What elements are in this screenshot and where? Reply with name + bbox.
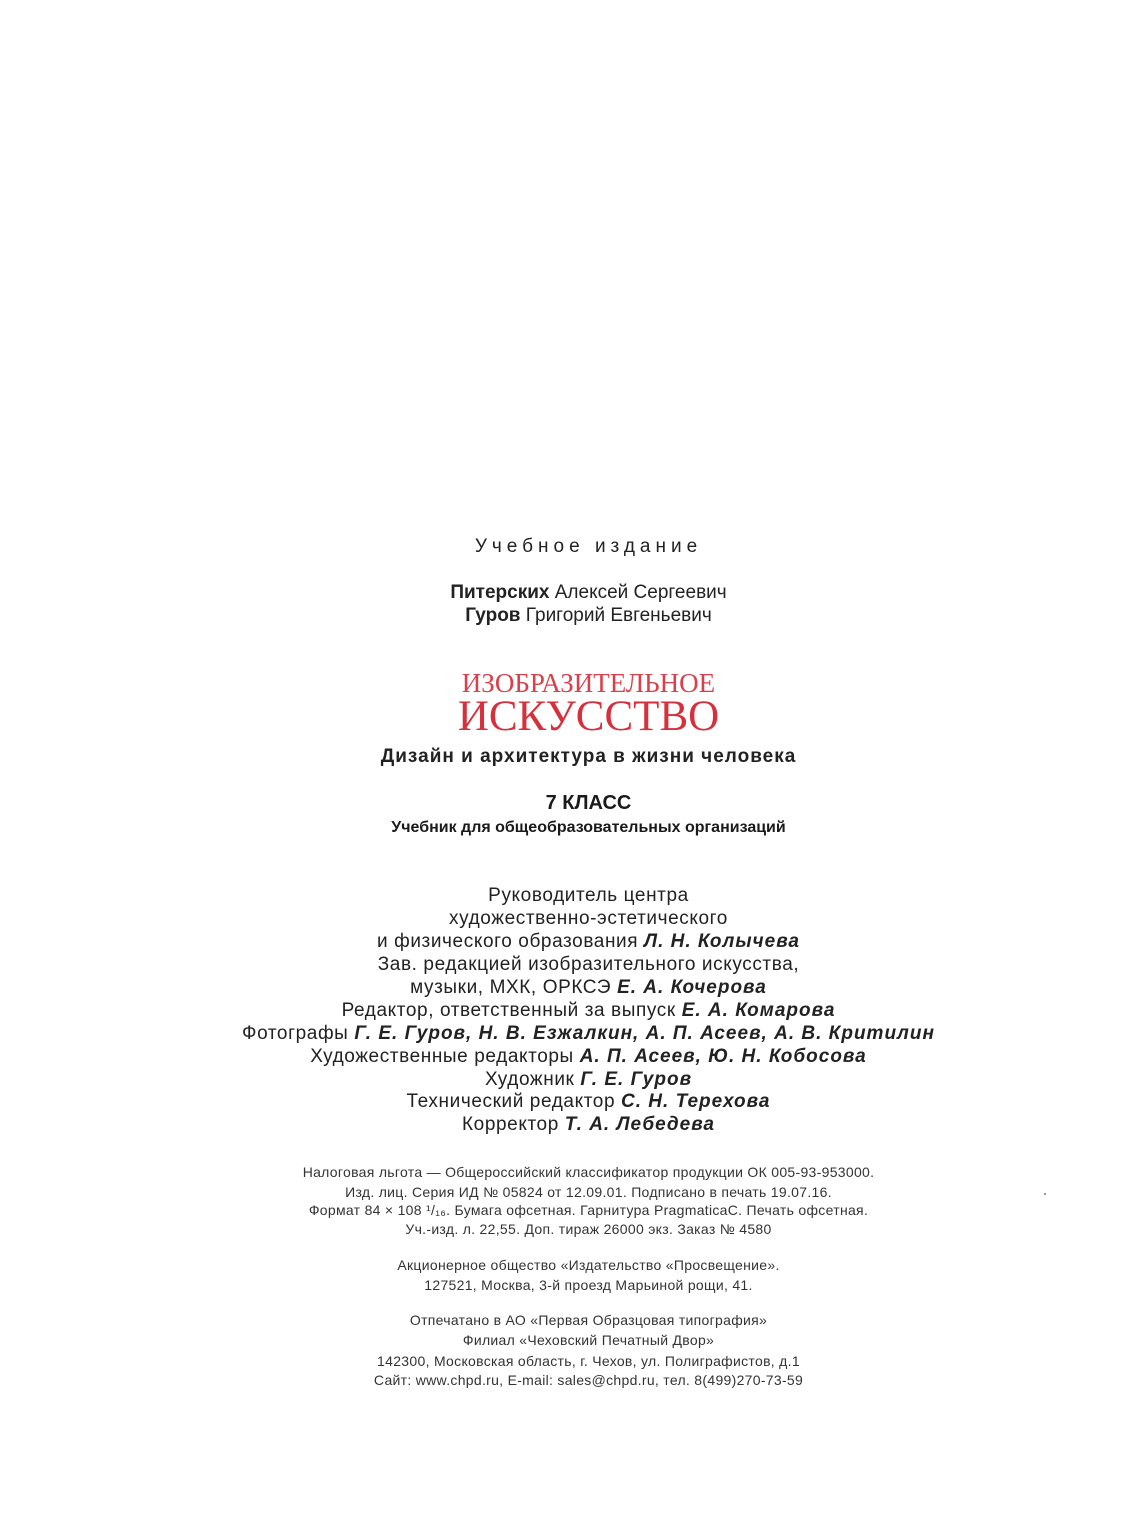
credit-artist — [20, 1069, 1137, 1091]
credit-chief-line2 — [20, 977, 1137, 999]
credit-head-line3-text: и физического образования — [377, 931, 639, 952]
printer-line2 — [20, 1332, 1137, 1348]
book-title-line2-text: ИСКУССТВО — [457, 693, 720, 740]
author-2-names: Григорий Евгеньевич — [525, 605, 712, 626]
imprint-line3 — [20, 1202, 1137, 1218]
book-subtitle-text: Дизайн и архитектура в жизни человека — [380, 746, 797, 767]
credit-artist-role: Художник — [484, 1069, 575, 1090]
imprint-line2 — [20, 1184, 1137, 1200]
publisher-line1-text: Акционерное общество «Издательство «Просвещение». — [397, 1257, 780, 1273]
credit-editor — [20, 1000, 1137, 1022]
book-title-line1-text: ИЗОБРАЗИТЕЛЬНОЕ — [461, 668, 716, 698]
credit-chief-line1-text: Зав. редакцией изобразительного искусства, — [377, 954, 800, 975]
credit-tech-editor-name: С. Н. Терехова — [621, 1091, 771, 1112]
imprint-line2-text: Изд. лиц. Серия ИД № 05824 от 12.09.01. Подписано в печать 19.07.16. — [345, 1184, 832, 1200]
credit-photographers-names: Г. Е. Гуров, Н. В. Езжалкин, А. П. Асеев, А. В. Критилин — [354, 1023, 935, 1044]
author-1-names: Алексей Сергеевич — [554, 582, 727, 603]
imprint-line4-text: Уч.-изд. л. 22,55. Доп. тираж 26000 экз. Заказ № 4580 — [405, 1221, 772, 1237]
credit-art-editors — [20, 1046, 1137, 1068]
author-2-surname: Гуров — [465, 605, 521, 626]
printer-line2-text: Филиал «Чеховский Печатный Двор» — [462, 1332, 715, 1348]
printer-line1 — [20, 1312, 1137, 1328]
author-2 — [20, 605, 1137, 627]
credit-head-line3 — [20, 931, 1137, 953]
publisher-line2 — [20, 1277, 1137, 1293]
credit-editor-name: Е. А. Комарова — [681, 1000, 836, 1021]
imprint-line4 — [20, 1221, 1137, 1237]
textbook-type — [20, 819, 1137, 837]
credit-artist-name: Г. Е. Гуров — [580, 1069, 693, 1090]
edition-type — [20, 536, 1137, 558]
book-subtitle — [20, 746, 1137, 768]
imprint-line1-text: Налоговая льгота — Общероссийский классификатор продукции ОК 005-93-953000. — [302, 1164, 875, 1180]
credit-proofreader-name: Т. А. Лебедева — [564, 1114, 716, 1135]
credit-art-editors-role: Художественные редакторы — [310, 1046, 574, 1067]
grade-text: 7 КЛАСС — [545, 792, 632, 814]
credit-head-name: Л. Н. Колычева — [644, 931, 800, 952]
credit-head-line1-text: Руководитель центра — [488, 885, 689, 906]
credit-head-line2 — [20, 908, 1137, 930]
printer-line3-text: 142300, Московская область, г. Чехов, ул. Полиграфистов, д.1 — [377, 1353, 800, 1369]
edition-type-text: Учебное издание — [474, 536, 703, 557]
book-title-line2 — [20, 692, 1137, 741]
credit-photographers — [20, 1023, 1137, 1045]
printer-line4 — [20, 1372, 1137, 1388]
publisher-line1 — [20, 1257, 1137, 1273]
imprint-line3-text: Формат 84 × 108 ¹/₁₆. Бумага офсетная. Гарнитура PragmaticaC. Печать офсетная. — [308, 1202, 869, 1218]
credit-chief-line2-text: музыки, МХК, ОРКСЭ — [410, 977, 612, 998]
credit-proofreader-role: Корректор — [461, 1114, 559, 1135]
credit-proofreader — [20, 1114, 1137, 1136]
textbook-type-text: Учебник для общеобразовательных организаций — [391, 819, 786, 836]
credit-tech-editor — [20, 1091, 1137, 1113]
credit-head-line1 — [20, 885, 1137, 907]
author-1-surname: Питерских — [450, 582, 550, 603]
grade — [20, 792, 1137, 815]
printer-line4-text: Сайт: www.chpd.ru, E-mail: sales@chpd.ru, тел. 8(499)270-73-59 — [373, 1372, 804, 1388]
scan-speck — [1044, 1193, 1046, 1195]
printer-line3 — [20, 1353, 1137, 1369]
imprint-line1 — [20, 1164, 1137, 1180]
credit-art-editors-names: А. П. Асеев, Ю. Н. Кобосова — [579, 1046, 867, 1067]
credit-chief-name: Е. А. Кочерова — [617, 977, 767, 998]
credit-chief-line1 — [20, 954, 1137, 976]
credit-tech-editor-role: Технический редактор — [406, 1091, 616, 1112]
credit-head-line2-text: художественно-эстетического — [449, 908, 728, 929]
author-1 — [20, 582, 1137, 604]
credit-editor-role: Редактор, ответственный за выпуск — [341, 1000, 676, 1021]
printer-line1-text: Отпечатано в АО «Первая Образцовая типография» — [409, 1312, 768, 1328]
publisher-line2-text: 127521, Москва, 3-й проезд Марьиной рощи, 41. — [424, 1277, 753, 1293]
credit-photographers-role: Фотографы — [242, 1023, 349, 1044]
